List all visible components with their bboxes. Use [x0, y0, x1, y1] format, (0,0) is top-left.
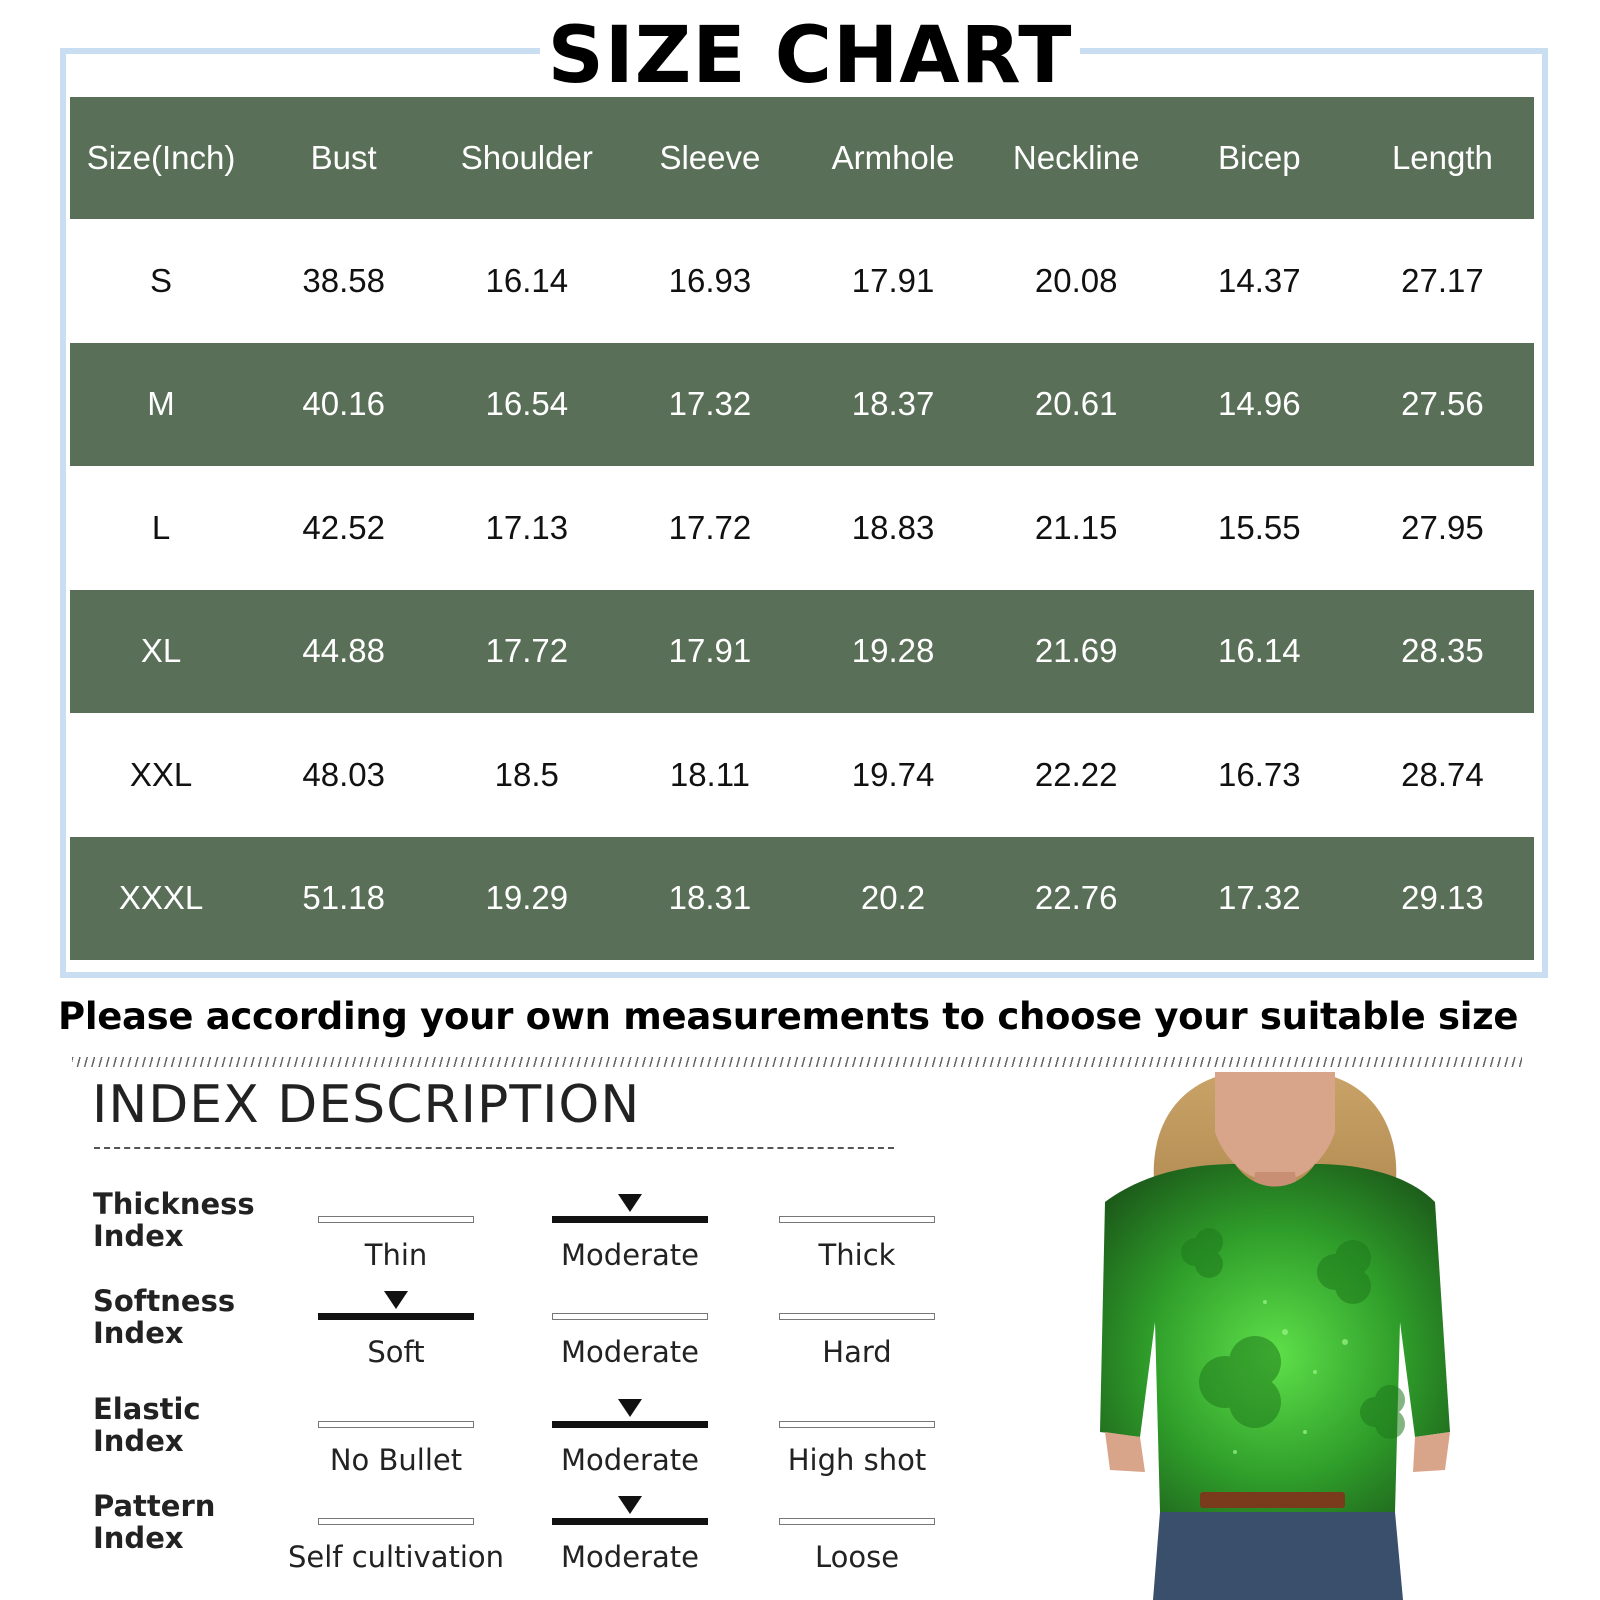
- index-option: Hard: [757, 1285, 957, 1385]
- model-photo: [1085, 1072, 1465, 1600]
- table-row: [70, 219, 1534, 343]
- table-cell: 21.69: [1034, 632, 1118, 670]
- scale-bar: [779, 1216, 935, 1223]
- index-label: Softness Index: [93, 1284, 236, 1350]
- table-cell: 17.13: [485, 508, 569, 546]
- index-label: Thickness Index: [93, 1187, 255, 1253]
- table-cell: 44.88: [302, 632, 385, 670]
- index-option: Moderate: [530, 1490, 730, 1590]
- table-cell: 19.74: [851, 755, 935, 793]
- index-description-title: INDEX DESCRIPTION: [92, 1075, 641, 1135]
- table-cell: 21.15: [1034, 508, 1118, 546]
- table-cell: 16.73: [1218, 755, 1301, 793]
- table-cell: 17.72: [668, 508, 752, 546]
- scale-bar: [552, 1313, 708, 1320]
- table-cell: 15.55: [1218, 508, 1301, 546]
- column-header: Shoulder: [460, 139, 593, 176]
- scale-bar: [552, 1518, 708, 1525]
- table-row: [70, 590, 1534, 714]
- index-option: Loose: [757, 1490, 957, 1590]
- size-chart-title: SIZE CHART: [540, 6, 1080, 106]
- table-cell: 18.83: [851, 508, 935, 546]
- table-cell: 40.16: [302, 385, 385, 423]
- table-cell: 17.32: [1218, 879, 1301, 917]
- index-option: Self cultivation: [296, 1490, 496, 1590]
- index-option: Soft: [296, 1285, 496, 1385]
- table-cell: 17.72: [485, 632, 569, 670]
- table-cell: XL: [140, 632, 182, 670]
- index-row-thickness: [0, 1188, 960, 1288]
- index-row-pattern: [0, 1490, 960, 1590]
- table-cell: M: [147, 385, 175, 423]
- table-cell: 18.5: [494, 755, 559, 793]
- index-option: No Bullet: [296, 1393, 496, 1493]
- table-row: [70, 343, 1534, 467]
- table-cell: 20.08: [1034, 261, 1118, 299]
- table-cell: 27.56: [1401, 385, 1484, 423]
- table-row: [70, 713, 1534, 837]
- table-cell: 22.76: [1034, 879, 1118, 917]
- column-header: Armhole: [831, 139, 955, 176]
- table-cell: 51.18: [302, 879, 385, 917]
- index-row-softness: [0, 1285, 960, 1385]
- table-cell: 14.37: [1218, 261, 1301, 299]
- scale-bar: [552, 1216, 708, 1223]
- table-cell: 29.13: [1401, 879, 1484, 917]
- table-cell: 16.14: [1218, 632, 1301, 670]
- table-header-row: [70, 97, 1534, 219]
- index-option: Moderate: [530, 1285, 730, 1385]
- table-cell: 16.14: [485, 261, 569, 299]
- scale-bar: [318, 1518, 474, 1525]
- scale-bar: [318, 1313, 474, 1320]
- table-cell: 18.11: [669, 755, 750, 793]
- index-row-elastic: [0, 1393, 960, 1493]
- table-cell: L: [151, 508, 171, 546]
- table-cell: 27.95: [1401, 508, 1484, 546]
- selected-indicator-icon: [384, 1291, 408, 1309]
- table-cell: 19.29: [485, 879, 569, 917]
- index-option: Moderate: [530, 1393, 730, 1493]
- index-option: High shot: [757, 1393, 957, 1493]
- selected-indicator-icon: [618, 1194, 642, 1212]
- column-header: Sleeve: [659, 139, 761, 176]
- table-cell: 17.91: [851, 261, 935, 299]
- table-cell: 18.37: [851, 385, 935, 423]
- scale-bar: [552, 1421, 708, 1428]
- table-cell: 16.93: [668, 261, 752, 299]
- index-option: Moderate: [530, 1188, 730, 1288]
- selected-indicator-icon: [618, 1496, 642, 1514]
- table-cell: 19.28: [851, 632, 935, 670]
- scale-bar: [779, 1421, 935, 1428]
- table-row: [70, 466, 1534, 590]
- table-cell: 20.61: [1034, 385, 1118, 423]
- table-cell: 42.52: [302, 508, 385, 546]
- column-header: Size(Inch): [86, 139, 236, 176]
- table-cell: 17.32: [668, 385, 752, 423]
- table-row: [70, 837, 1534, 961]
- column-header: Bust: [310, 139, 377, 176]
- selected-indicator-icon: [618, 1399, 642, 1417]
- table-cell: 22.22: [1034, 755, 1118, 793]
- table-cell: 27.17: [1401, 261, 1484, 299]
- index-option: Thin: [296, 1188, 496, 1288]
- table-cell: 17.91: [668, 632, 752, 670]
- scale-bar: [318, 1216, 474, 1223]
- index-label: Elastic Index: [93, 1392, 201, 1458]
- column-header: Bicep: [1218, 139, 1301, 176]
- table-cell: 20.2: [860, 879, 926, 917]
- dashed-divider: [94, 1147, 894, 1149]
- hatched-divider: [72, 1057, 1522, 1067]
- index-option: Thick: [757, 1188, 957, 1288]
- column-header: Length: [1391, 139, 1493, 176]
- table-cell: 38.58: [302, 261, 385, 299]
- column-header: Neckline: [1012, 139, 1140, 176]
- scale-bar: [779, 1313, 935, 1320]
- table-cell: XXXL: [118, 879, 204, 917]
- table-cell: 16.54: [485, 385, 569, 423]
- table-cell: S: [150, 261, 173, 299]
- table-cell: XXL: [129, 755, 193, 793]
- measurement-notice: Please according your own measurements to choose your suitable size: [58, 995, 1519, 1038]
- scale-bar: [779, 1518, 935, 1525]
- index-label: Pattern Index: [93, 1489, 216, 1555]
- table-cell: 18.31: [668, 879, 752, 917]
- table-cell: 28.74: [1401, 755, 1484, 793]
- table-cell: 28.35: [1401, 632, 1484, 670]
- table-cell: 48.03: [302, 755, 385, 793]
- table-cell: 14.96: [1218, 385, 1301, 423]
- size-chart-table: [70, 97, 1534, 960]
- scale-bar: [318, 1421, 474, 1428]
